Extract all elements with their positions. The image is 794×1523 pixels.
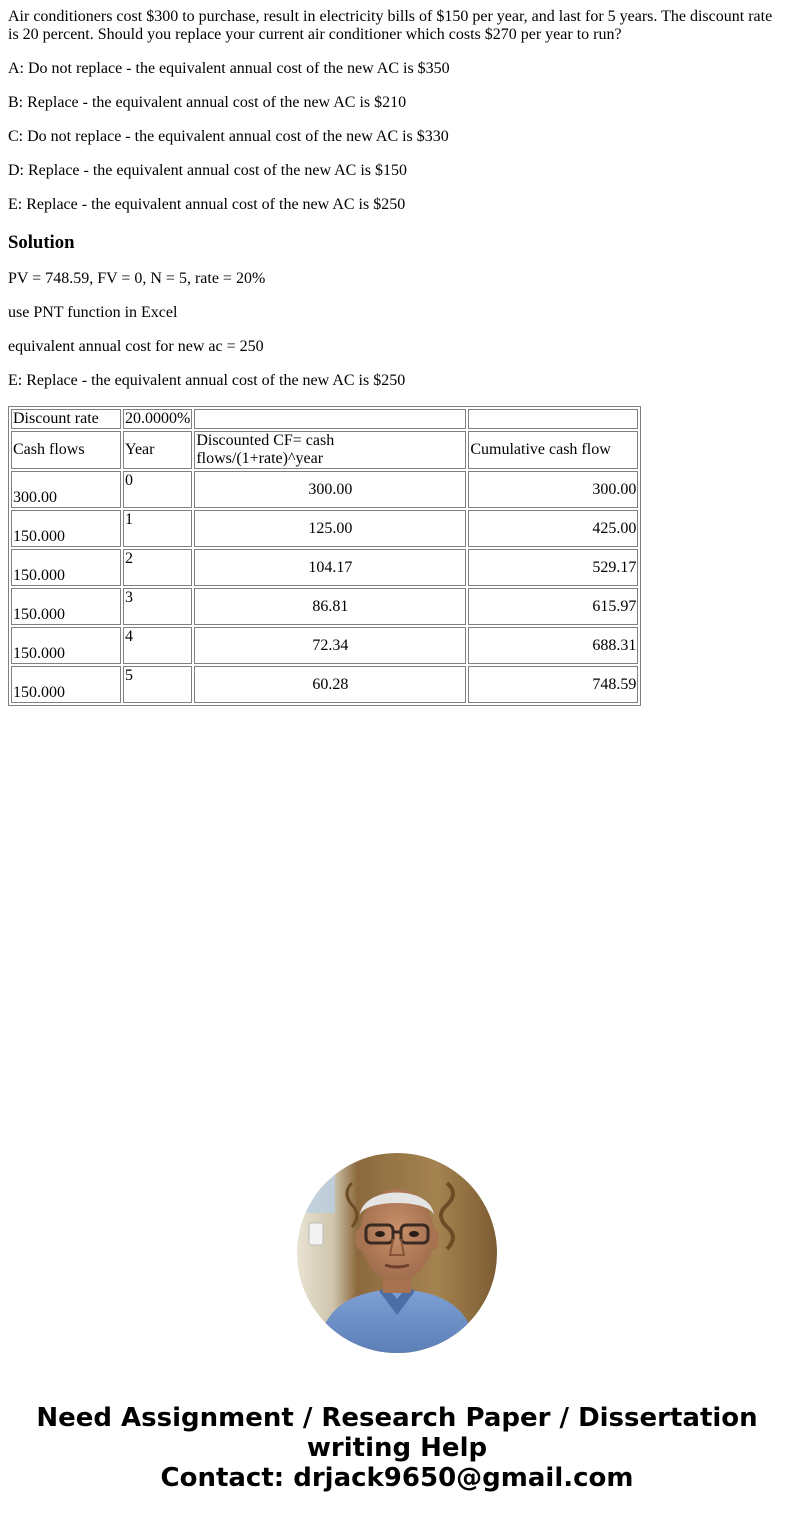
header-cumulative: Cumulative cash flow xyxy=(468,431,638,469)
option-a: A: Do not replace - the equivalent annual cost of the new AC is $350 xyxy=(8,60,450,77)
cell-cumulative: 300.00 xyxy=(468,471,638,508)
cell-discounted: 104.17 xyxy=(194,549,466,586)
table-row xyxy=(11,666,638,703)
cell-discounted: 72.34 xyxy=(194,627,466,664)
author-avatar xyxy=(297,1153,497,1353)
promo-contact: Contact: drjack9650@gmail.com xyxy=(160,1463,634,1493)
promo-line-1: Need Assignment / Research Paper / Dissertation xyxy=(36,1403,758,1433)
cell-cash-flow: 150.000 xyxy=(11,549,121,586)
discount-rate-label: Discount rate xyxy=(11,409,121,429)
question-text: Air conditioners cost $300 to purchase, result in electricity bills of $150 per year, and last for 5 years. The discount rate is 20 percent. Should you replace your current air conditioner which costs $270 per year to run? xyxy=(8,8,773,43)
table-header-row xyxy=(11,431,638,469)
cell-cash-flow: 150.000 xyxy=(11,666,121,703)
cell-discounted: 300.00 xyxy=(194,471,466,508)
cell-cumulative: 615.97 xyxy=(468,588,638,625)
author-portrait-icon xyxy=(297,1153,497,1353)
header-discounted-cf: Discounted CF= cash flows/(1+rate)^year xyxy=(194,431,466,469)
cell-discounted: 125.00 xyxy=(194,510,466,547)
discount-rate-value: 20.0000% xyxy=(125,410,191,427)
option-e: E: Replace - the equivalent annual cost of the new AC is $250 xyxy=(8,196,406,213)
cell-cumulative: 748.59 xyxy=(468,666,638,703)
empty-cell xyxy=(468,409,638,429)
cash-flow-table xyxy=(8,406,641,706)
table-row xyxy=(11,588,638,625)
solution-line-answer: E: Replace - the equivalent annual cost of the new AC is $250 xyxy=(8,372,406,389)
table-row-discount xyxy=(11,409,638,429)
header-year: Year xyxy=(123,431,192,469)
cell-cash-flow: 150.000 xyxy=(11,510,121,547)
table-row xyxy=(11,549,638,586)
cell-discounted: 60.28 xyxy=(194,666,466,703)
table-row xyxy=(11,510,638,547)
document-body xyxy=(8,0,786,706)
cell-cumulative: 688.31 xyxy=(468,627,638,664)
solution-heading: Solution xyxy=(8,232,75,253)
promo-banner xyxy=(0,1403,794,1493)
cell-discounted: 86.81 xyxy=(194,588,466,625)
table-row xyxy=(11,627,638,664)
cell-cumulative: 529.17 xyxy=(468,549,638,586)
header-cash-flows: Cash flows xyxy=(11,431,121,469)
empty-cell xyxy=(194,409,466,429)
cell-year: 2 xyxy=(123,549,192,586)
cell-year: 3 xyxy=(123,588,192,625)
option-c: C: Do not replace - the equivalent annual cost of the new AC is $330 xyxy=(8,128,449,145)
cell-year: 0 xyxy=(123,471,192,508)
cell-year: 1 xyxy=(123,510,192,547)
cell-year: 5 xyxy=(123,666,192,703)
table-row xyxy=(11,471,638,508)
option-d: D: Replace - the equivalent annual cost of the new AC is $150 xyxy=(8,162,408,179)
solution-line-excel: use PNT function in Excel xyxy=(8,304,178,321)
cell-cash-flow: 150.000 xyxy=(11,588,121,625)
cell-cash-flow: 300.00 xyxy=(11,471,121,508)
solution-line-eac: equivalent annual cost for new ac = 250 xyxy=(8,338,264,355)
option-b: B: Replace - the equivalent annual cost of the new AC is $210 xyxy=(8,94,407,111)
promo-line-2: writing Help xyxy=(306,1433,488,1463)
cell-year: 4 xyxy=(123,627,192,664)
cell-cash-flow: 150.000 xyxy=(11,627,121,664)
solution-line-pv: PV = 748.59, FV = 0, N = 5, rate = 20% xyxy=(8,270,266,287)
cell-cumulative: 425.00 xyxy=(468,510,638,547)
